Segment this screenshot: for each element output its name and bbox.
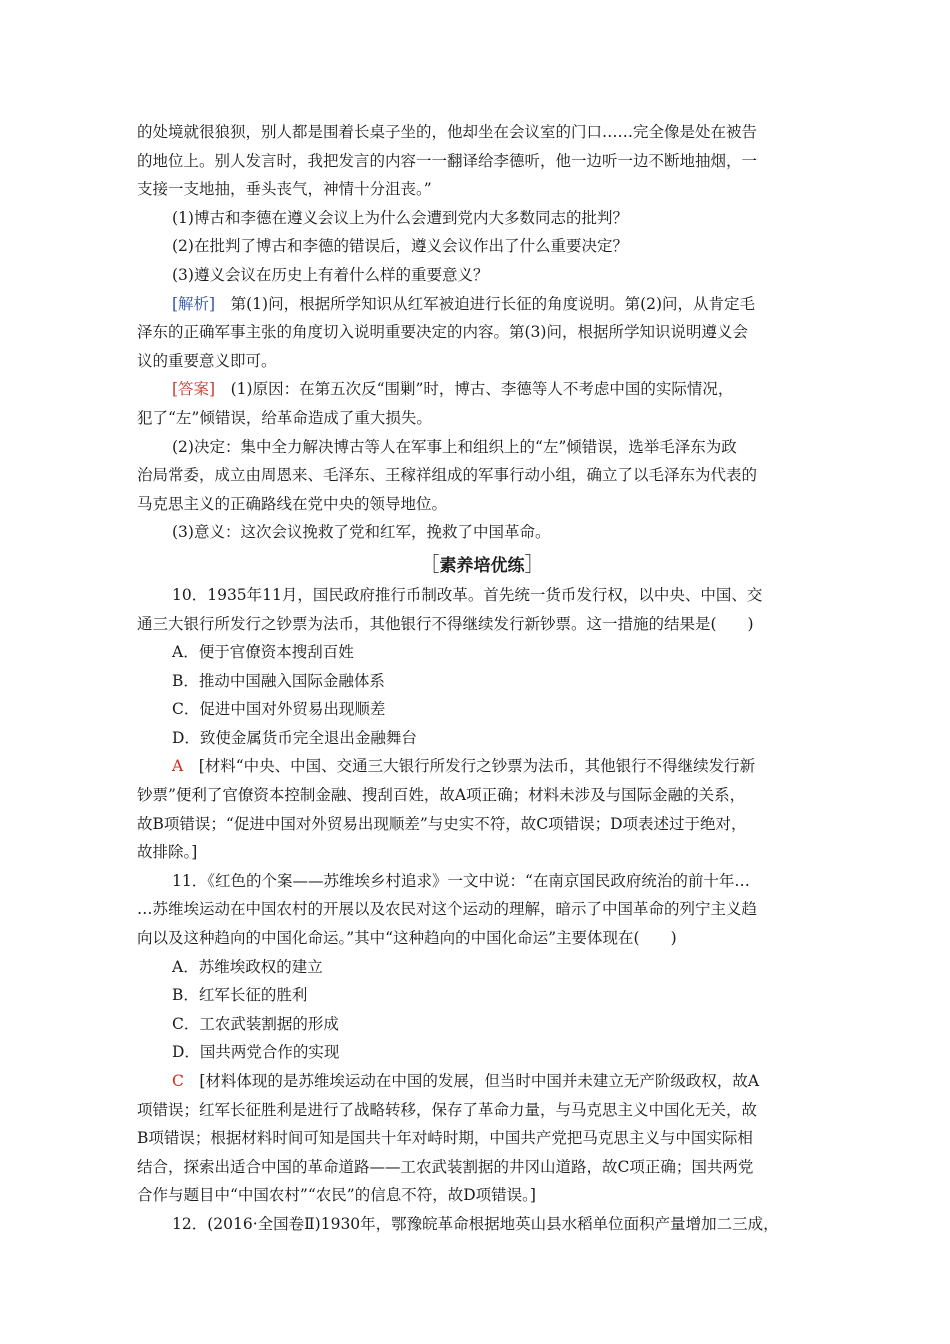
analysis-text: 第(1)问，根据所学知识从红军被迫进行长征的角度说明。第(2)问，从肯定毛 [215, 294, 756, 313]
question-2: (2)在批判了博古和李德的错误后，遵义会议作出了什么重要决定？ [172, 237, 628, 256]
answer-line: 马克思主义的正确路线在党中央的领导地位。 [137, 494, 448, 513]
answer-text: (1)原因：在第五次反“围剿”时，博古、李德等人不考虑中国的实际情况， [215, 380, 734, 399]
q10-explanation-line: 钞票”便利了官僚资本控制金融、搜刮百姓，故A项正确；材料未涉及与国际金融的关系， [137, 786, 746, 805]
section-title: 素养培优练 [439, 555, 525, 576]
passage-line: 支接一支地抽，垂头丧气，神情十分沮丧。” [137, 180, 432, 199]
answer-line: 治局常委，成立由周恩来、毛泽东、王稼祥组成的军事行动小组，确立了以毛泽东为代表的 [137, 466, 758, 485]
q11-explanation-line: 结合，探索出适合中国的革命道路——工农武装割据的井冈山道路，故C项正确；国共两党 [137, 1157, 754, 1176]
q11-option-b: B．红军长征的胜利 [172, 986, 308, 1005]
question-1: (1)博古和李德在遵义会议上为什么会遭到党内大多数同志的批判？ [172, 208, 628, 227]
section-heading [137, 549, 827, 581]
analysis-line: 议的重要意义即可。 [137, 351, 277, 370]
q11-explanation [137, 1067, 827, 1096]
passage-line: 的处境就很狼狈，别人都是围着长桌子坐的，他却坐在会议室的门口……完全像是处在被告 [137, 123, 758, 141]
q10-stem: 10．1935年11月，国民政府推行币制改革。首先统一货币发行权，以中央、中国、交 [172, 585, 763, 604]
q10-explanation-text: [材料“中央、中国、交通三大银行所发行之钞票为法币，其他银行不得继续发行新 [183, 757, 756, 776]
analysis-line [137, 290, 827, 319]
q11-option-d: D．国共两党合作的实现 [172, 1043, 340, 1062]
answer-line [137, 375, 827, 404]
q11-option-a: A．苏维埃政权的建立 [172, 957, 323, 976]
q11-explanation-text: [材料体现的是苏维埃运动在中国的发展，但当时中国并未建立无产阶级政权，故A [183, 1072, 760, 1090]
q10-option-a: A．便于官僚资本搜刮百姓 [172, 643, 354, 662]
q10-answer: A [172, 757, 184, 776]
q12-stem: 12．(2016·全国卷Ⅱ)1930年，鄂豫皖革命根据地英山县水稻单位面积产量增加二三成， [172, 1214, 779, 1233]
bracket-open: ［ [419, 551, 440, 576]
q11-explanation-line: 项错误；红军长征胜利是进行了战略转移，保存了革命力量，与马克思主义中国化无关，故 [137, 1100, 758, 1119]
q10-option-b: B．推动中国融入国际金融体系 [172, 671, 385, 690]
q11-stem: 向以及这种趋向的中国化命运。”其中“这种趋向的中国化命运”主要体现在( ) [137, 929, 677, 948]
analysis-line: 泽东的正确军事主张的角度切入说明重要决定的内容。第(3)问，根据所学知识说明遵义会 [137, 323, 748, 342]
q10-stem: 通三大银行所发行之钞票为法币，其他银行不得继续发行新钞票。这一措施的结果是( ) [137, 614, 754, 633]
bracket-close: ］ [524, 551, 545, 576]
analysis-label: [解析] [172, 294, 216, 313]
q10-option-c: C．促进中国对外贸易出现顺差 [172, 700, 386, 719]
answer-line: (2)决定：集中全力解决博古等人在军事上和组织上的“左”倾错误，选举毛泽东为政 [172, 437, 737, 456]
q11-option-c: C．工农武装割据的形成 [172, 1014, 339, 1033]
q10-option-d: D．致使金属货币完全退出金融舞台 [172, 728, 417, 747]
passage-line: 的地位上。别人发言时，我把发言的内容一一翻译给李德听，他一边听一边不断地抽烟，一 [137, 151, 758, 170]
q11-explanation-line: B项错误；根据材料时间可知是国共十年对峙时期，中国共产党把马克思主义与中国实际相 [137, 1129, 753, 1148]
answer-line: (3)意义：这次会议挽救了党和红军，挽救了中国革命。 [172, 523, 551, 542]
document-page [137, 118, 827, 1239]
answer-line: 犯了“左”倾错误，给革命造成了重大损失。 [137, 408, 432, 427]
q10-explanation-line: 故排除。] [137, 843, 198, 862]
q11-stem: …苏维埃运动在中国农村的开展以及农民对这个运动的理解，暗示了中国革命的列宁主义趋 [137, 900, 758, 919]
answer-label: [答案] [172, 380, 216, 399]
question-3: (3)遵义会议在历史上有着什么样的重要意义？ [172, 265, 489, 284]
q11-stem: 11．《红色的个案——苏维埃乡村追求》一文中说：“在南京国民政府统治的前十年… [172, 871, 750, 890]
q10-explanation [137, 752, 827, 781]
q11-answer: C [172, 1072, 184, 1090]
q10-explanation-line: 故B项错误；“促进中国对外贸易出现顺差”与史实不符，故C项错误；D项表述过于绝对， [137, 814, 747, 833]
q11-explanation-line: 合作与题目中“中国农村”“农民”的信息不符，故D项错误。] [137, 1186, 536, 1205]
